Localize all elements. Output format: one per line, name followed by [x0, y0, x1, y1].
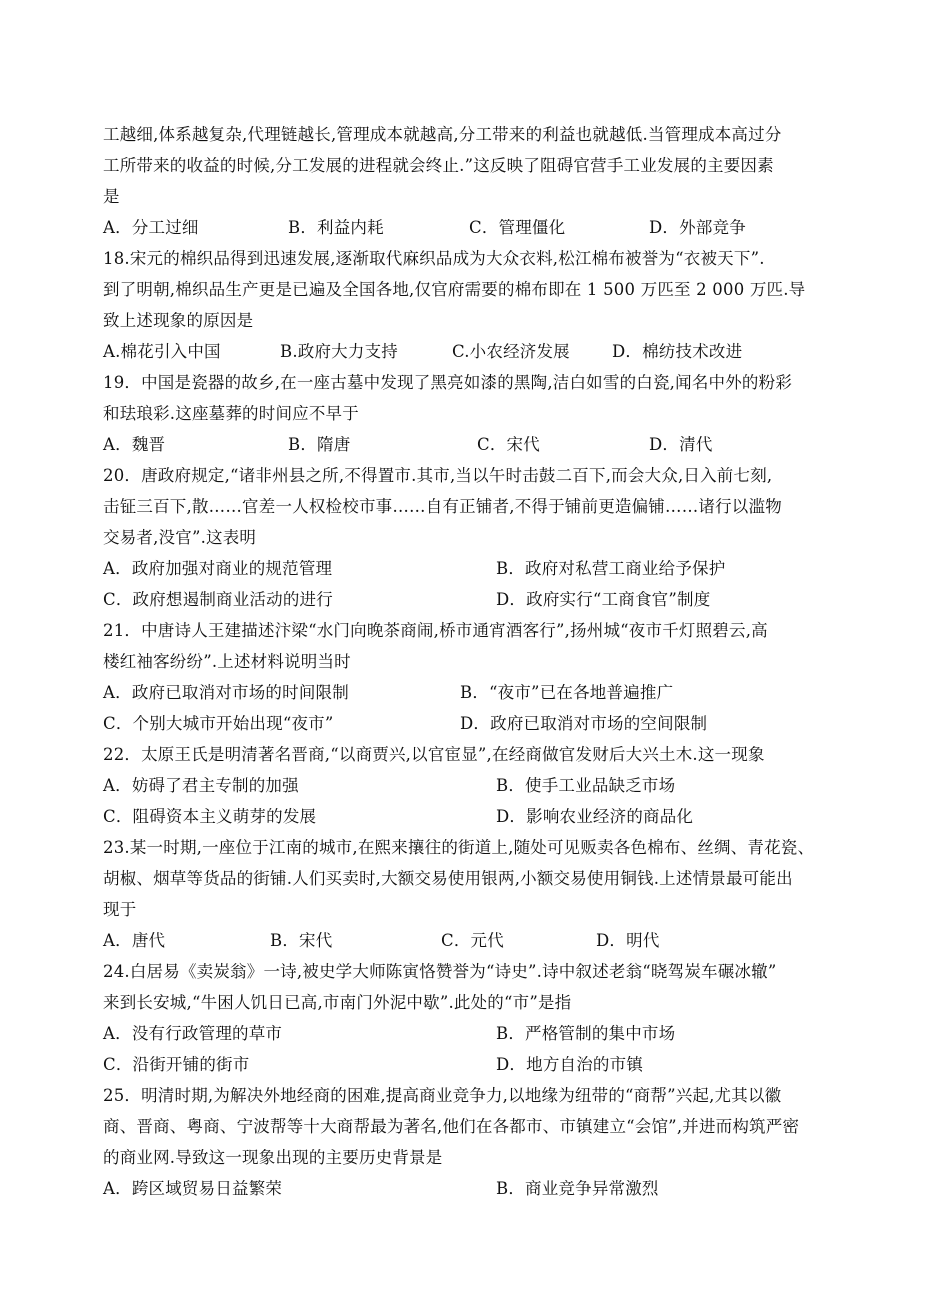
q23-option-a: A．唐代 — [103, 931, 166, 950]
q19-option-c: C．宋代 — [477, 435, 540, 454]
q20-option-b: B．政府对私营工商业给予保护 — [496, 559, 726, 578]
q19-option-d: D．清代 — [649, 435, 713, 454]
q20-stem-line: 击钲三百下,散……官差一人权检校市事……自有正铺者,不得于铺前更造偏铺……诸行以滥物 — [103, 497, 782, 516]
q17-option-a: A．分工过细 — [103, 218, 199, 237]
q24-stem-line: 来到长安城,“牛困人饥日已高,市南门外泥中歇”.此处的“市”是指 — [103, 993, 572, 1012]
q23-option-d: D．明代 — [596, 931, 660, 950]
q21-options-row2 — [103, 708, 843, 739]
q23-option-b: B．宋代 — [270, 931, 333, 950]
q25-stem-line: 商、晋商、粤商、宁波帮等十大商帮最为著名,他们在各都市、市镇建立“会馆”,并进而构筑严密 — [103, 1117, 800, 1136]
q24-option-c: C．沿街开铺的街市 — [103, 1055, 250, 1074]
q21-option-d: D．政府已取消对市场的空间限制 — [460, 714, 708, 733]
q18-options — [103, 336, 843, 367]
q25-option-a: A．跨区域贸易日益繁荣 — [103, 1179, 283, 1198]
q20-options-row1 — [103, 553, 843, 584]
q18-stem-line: 18.宋元的棉织品得到迅速发展,逐渐取代麻织品成为大众衣料,松江棉布被誉为“衣被天下”. — [103, 249, 765, 268]
q20-option-c: C．政府想遏制商业活动的进行 — [103, 590, 333, 609]
q19-option-b: B．隋唐 — [288, 435, 351, 454]
q21-stem-line: 楼红袖客纷纷”.上述材料说明当时 — [103, 652, 351, 671]
q18-option-b: B.政府大力支持 — [280, 342, 398, 361]
q24-options-row1 — [103, 1018, 843, 1049]
q21-stem-line: 21．中唐诗人王建描述汴梁“水门向晚茶商闹,桥市通宵酒客行”,扬州城“夜市千灯照碧云,高 — [103, 621, 768, 640]
q22-stem-line: 22．太原王氏是明清著名晋商,“以商贾兴,以官宦显”,在经商做官发财后大兴土木.这一现象 — [103, 745, 765, 764]
q25-stem-line: 的商业网.导致这一现象出现的主要历史背景是 — [103, 1148, 443, 1167]
q22-option-d: D．影响农业经济的商品化 — [496, 807, 694, 826]
q19-options — [103, 429, 843, 460]
q20-stem-line: 交易者,没官”.这表明 — [103, 528, 257, 547]
q20-option-d: D．政府实行“工商食官”制度 — [496, 590, 711, 609]
q24-stem-line: 24.白居易《卖炭翁》一诗,被史学大师陈寅恪赞誉为“诗史”.诗中叙述老翁“晓驾炭车碾冰辙” — [103, 962, 777, 981]
q17-options — [103, 212, 843, 243]
q22-option-c: C．阻碍资本主义萌芽的发展 — [103, 807, 317, 826]
q22-options-row1 — [103, 770, 843, 801]
q19-stem-line: 19．中国是瓷器的故乡,在一座古墓中发现了黑亮如漆的黑陶,洁白如雪的白瓷,闻名中外的粉彩 — [103, 373, 793, 392]
q18-stem-line: 致上述现象的原因是 — [103, 311, 254, 330]
q24-option-a: A．没有行政管理的草市 — [103, 1024, 283, 1043]
q17-stem-line: 工所带来的收益的时候,分工发展的进程就会终止.”这反映了阻碍官营手工业发展的主要因素 — [103, 156, 774, 175]
exam-page — [103, 119, 843, 1204]
q25-option-b: B．商业竞争异常激烈 — [496, 1179, 659, 1198]
q25-options-row1 — [103, 1173, 843, 1204]
q21-option-c: C．个别大城市开始出现“夜市” — [103, 714, 334, 733]
q17-option-b: B．利益内耗 — [288, 218, 384, 237]
q23-option-c: C．元代 — [441, 931, 504, 950]
q18-option-a: A.棉花引入中国 — [103, 342, 221, 361]
q20-options-row2 — [103, 584, 843, 615]
q25-stem-line: 25．明清时期,为解决外地经商的困难,提高商业竞争力,以地缘为纽带的“商帮”兴起,尤其以徽 — [103, 1086, 782, 1105]
q20-option-a: A．政府加强对商业的规范管理 — [103, 559, 333, 578]
q17-option-d: D．外部竞争 — [649, 218, 746, 237]
q17-stem-line: 是 — [103, 187, 120, 206]
q18-stem-line: 到了明朝,棉织品生产更是已遍及全国各地,仅官府需要的棉布即在 1 500 万匹至 2 000 万匹.导 — [103, 280, 806, 299]
q22-options-row2 — [103, 801, 843, 832]
q22-option-a: A．妨碍了君主专制的加强 — [103, 776, 299, 795]
q24-option-d: D．地方自治的市镇 — [496, 1055, 644, 1074]
q18-option-c: C.小农经济发展 — [452, 342, 570, 361]
q19-option-a: A．魏晋 — [103, 435, 166, 454]
q21-option-b: B．“夜市”已在各地普遍推广 — [460, 683, 674, 702]
q17-option-c: C．管理僵化 — [469, 218, 566, 237]
q24-options-row2 — [103, 1049, 843, 1080]
q23-options — [103, 925, 843, 956]
q18-option-d: D．棉纺技术改进 — [612, 342, 743, 361]
q17-stem-line: 工越细,体系越复杂,代理链越长,管理成本就越高,分工带来的利益也就越低.当管理成本高过分 — [103, 125, 782, 144]
q23-stem-line: 23.某一时期,一座位于江南的城市,在熙来攘往的街道上,随处可见贩卖各色棉布、丝绸、青花瓷、 — [103, 838, 815, 857]
q21-option-a: A．政府已取消对市场的时间限制 — [103, 683, 349, 702]
q22-option-b: B．使手工业品缺乏市场 — [496, 776, 676, 795]
q19-stem-line: 和珐琅彩.这座墓葬的时间应不早于 — [103, 404, 359, 423]
q21-options-row1 — [103, 677, 843, 708]
q23-stem-line: 现于 — [103, 900, 137, 919]
q20-stem-line: 20．唐政府规定,“诸非州县之所,不得置市.其市,当以午时击鼓二百下,而会大众,日入前七刻, — [103, 466, 773, 485]
q23-stem-line: 胡椒、烟草等货品的街铺.人们买卖时,大额交易使用银两,小额交易使用铜钱.上述情景最可能出 — [103, 869, 793, 888]
q24-option-b: B．严格管制的集中市场 — [496, 1024, 676, 1043]
